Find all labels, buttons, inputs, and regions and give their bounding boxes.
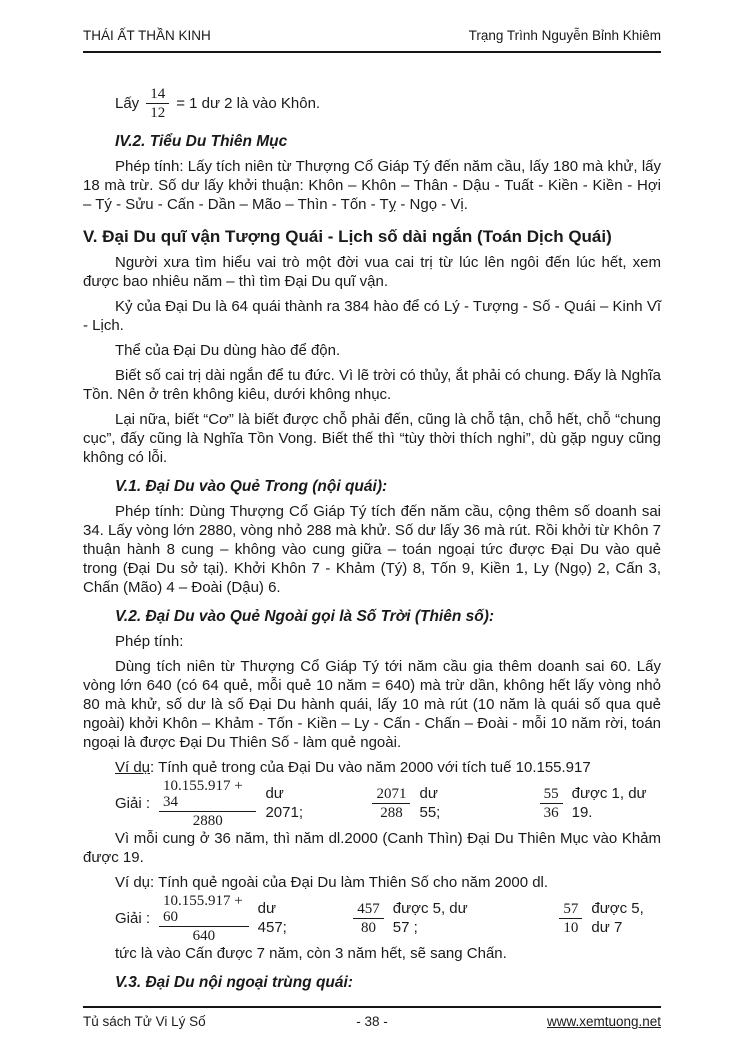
page-header xyxy=(83,26,661,53)
fraction-numerator: 2071 xyxy=(372,786,410,804)
fraction-denominator: 288 xyxy=(380,804,403,821)
fraction-denominator: 10 xyxy=(563,919,579,936)
fraction-numerator: 55 xyxy=(540,786,563,804)
formula-prefix: Lấy xyxy=(115,94,140,112)
fraction xyxy=(353,901,384,936)
footer-page-number: - 38 - xyxy=(356,1014,388,1029)
paragraph-v-4: Biết số cai trị dài ngắn để tu đức. Vì lẽ trời có thủy, ắt phải có chung. Đấy là Nghĩa Tồn. Nên ở trên không kiêu, dưới không nhục. xyxy=(83,367,661,403)
example-1-text: : Tính quẻ trong của Đại Du vào năm 2000 với tích tuế 10.155.917 xyxy=(150,759,591,776)
example-1-line xyxy=(115,758,661,777)
footer-website-link[interactable]: www.xemtuong.net xyxy=(546,1014,662,1029)
fraction-denominator: 640 xyxy=(192,927,216,944)
heading-v2: V.2. Đại Du vào Quẻ Ngoài gọi là Số Trời (Thiên số): xyxy=(115,608,495,625)
paragraph-v-1: Người xưa tìm hiểu vai trò một đời vua cai trị từ lúc lên ngôi đến lúc hết, xem được bao nhiêu năm – thì tìm Đại Du quĩ vận. xyxy=(83,254,661,290)
fraction-denominator: 2880 xyxy=(192,812,223,829)
page-footer xyxy=(83,1006,661,1031)
example-1-label: Ví dụ xyxy=(115,759,151,776)
fraction-numerator: 57 xyxy=(559,901,582,919)
header-title-left: THÁI ẤT THẦN KINH xyxy=(83,28,211,43)
example-2-line: Ví dụ: Tính quẻ ngoài của Đại Du làm Thiên Số cho năm 2000 dl. xyxy=(115,874,549,891)
fraction xyxy=(146,86,169,121)
solution-1-step-1 xyxy=(159,778,320,829)
fraction-denominator: 36 xyxy=(543,804,559,821)
paragraph-iv2: Phép tính: Lấy tích niên từ Thượng Cổ Giáp Tý đến năm cầu, lấy 180 mà khử, lấy 18 mà trừ. Số dư lấy khởi thuận: Khôn – Khôn – Thân - Dậu - Tuất - Kiền - Kiền - Hợi – Tý - Sửu - Cấn - Dần – Mão – Thìn - Tốn - Tỵ - Ngọ - Vị. xyxy=(83,158,661,213)
fraction-numerator: 10.155.917 + 34 xyxy=(159,778,256,812)
step-result: được 5, dư 57 ; xyxy=(392,900,468,936)
header-author-right: Trạng Trình Nguyễn Bỉnh Khiêm xyxy=(468,28,661,43)
step-result: được 5, dư 7 xyxy=(591,900,644,936)
footer-series-title: Tủ sách Tử Vi Lý Số xyxy=(83,1014,206,1029)
solution-1-step-3 xyxy=(540,784,661,822)
document-body xyxy=(83,80,661,992)
solution-1-step-2 xyxy=(372,784,455,822)
solution-1-label: Giải : xyxy=(115,794,151,812)
solution-2-label: Giải : xyxy=(115,909,151,927)
solution-2-step-2 xyxy=(353,899,475,937)
paragraph-v2-2: Dùng tích niên từ Thượng Cổ Giáp Tý tới năm cầu gia thêm doanh sai 60. Lấy vòng lớn 640 (có 64 quẻ, mỗi quẻ 10 năm = 640) mà trừ dần, không hết lấy vòng nhỏ 80 mà khử, số dư là số Đại Du hành quái, lấy 10 mà rút (10 năm là quái số qua quẻ ngoài) khởi Khôn – Khảm - Tốn - Kiền – Ly - Cấn - Chấn – Đoài - mỗi 10 năm rời, toán ngoại là được Đại Du Thiên Số - làm quẻ ngoài. xyxy=(83,658,661,751)
fraction-numerator: 457 xyxy=(353,901,384,919)
heading-v1: V.1. Đại Du vào Quẻ Trong (nội quái): xyxy=(115,478,388,495)
heading-v: V. Đại Du quĩ vận Tượng Quái - Lịch số dài ngắn (Toán Dịch Quái) xyxy=(83,227,612,246)
heading-v3: V.3. Đại Du nội ngoại trùng quái: xyxy=(115,974,353,991)
fraction xyxy=(372,786,410,821)
step-result: dư 2071; xyxy=(265,785,304,821)
formula-suffix: = 1 dư 2 là vào Khôn. xyxy=(176,94,321,112)
fraction xyxy=(159,893,249,944)
fraction xyxy=(159,778,256,829)
paragraph-v1-1: Phép tính: Dùng Thượng Cổ Giáp Tý tích đến năm cầu, cộng thêm số doanh sai 34. Lấy vòng lớn 2880, vòng nhỏ 288 mà khử. Số dư lấy 36 mà rút. Rồi khởi từ Khôn 7 thuận hành 8 cung – không vào cung giữa – toán ngoại tức được Đại Du vào quẻ trong (Đại Du sở tại). Khởi Khôn 7 - Khảm (Tý) 8, Tốn 9, Kiền 1, Ly (Ngọ) 2, Cấn 3, Chấn (Mão) 4 – Đoài (Dậu) 6. xyxy=(83,503,661,596)
step-result: dư 55; xyxy=(419,785,441,821)
solution-2-line xyxy=(115,892,661,944)
step-result: được 1, dư 19. xyxy=(571,785,647,821)
heading-iv2: IV.2. Tiểu Du Thiên Mục xyxy=(115,133,288,150)
step-result: dư 457; xyxy=(257,900,287,936)
fraction-numerator: 14 xyxy=(146,86,169,104)
paragraph-v-5: Lại nữa, biết “Cơ” là biết được chỗ phải đến, cũng là chỗ tận, chỗ hết, chỗ “chung cục”, đấy cũng là Nghĩa Tồn Vong. Biết thế thì “tùy thời thích nghi”, dù gặp nguy cũng không có lỗi. xyxy=(83,411,661,466)
fraction-denominator: 80 xyxy=(360,919,376,936)
paragraph-v-3: Thể của Đại Du dùng hào để độn. xyxy=(115,342,341,359)
fraction xyxy=(540,786,563,821)
solution-2-step-1 xyxy=(159,893,301,944)
fraction-denominator: 12 xyxy=(150,104,166,121)
paragraph-v2-1: Phép tính: xyxy=(115,633,184,650)
solution-2-step-3 xyxy=(559,899,661,937)
paragraph-v-2: Kỷ của Đại Du là 64 quái thành ra 384 hào để có Lý - Tượng - Số - Quái – Kinh Vĩ - Lịch. xyxy=(83,298,661,334)
fraction xyxy=(559,901,582,936)
paragraph-result-2: tức là vào Cấn được 7 năm, còn 3 năm hết, sẽ sang Chấn. xyxy=(115,945,507,962)
solution-1-line xyxy=(115,777,661,829)
paragraph-result-1: Vì mỗi cung ở 36 năm, thì năm dl.2000 (Canh Thìn) Đại Du Thiên Mục vào Khảm được 19. xyxy=(83,830,661,866)
intro-formula-line xyxy=(115,84,661,122)
fraction-numerator: 10.155.917 + 60 xyxy=(159,893,249,927)
